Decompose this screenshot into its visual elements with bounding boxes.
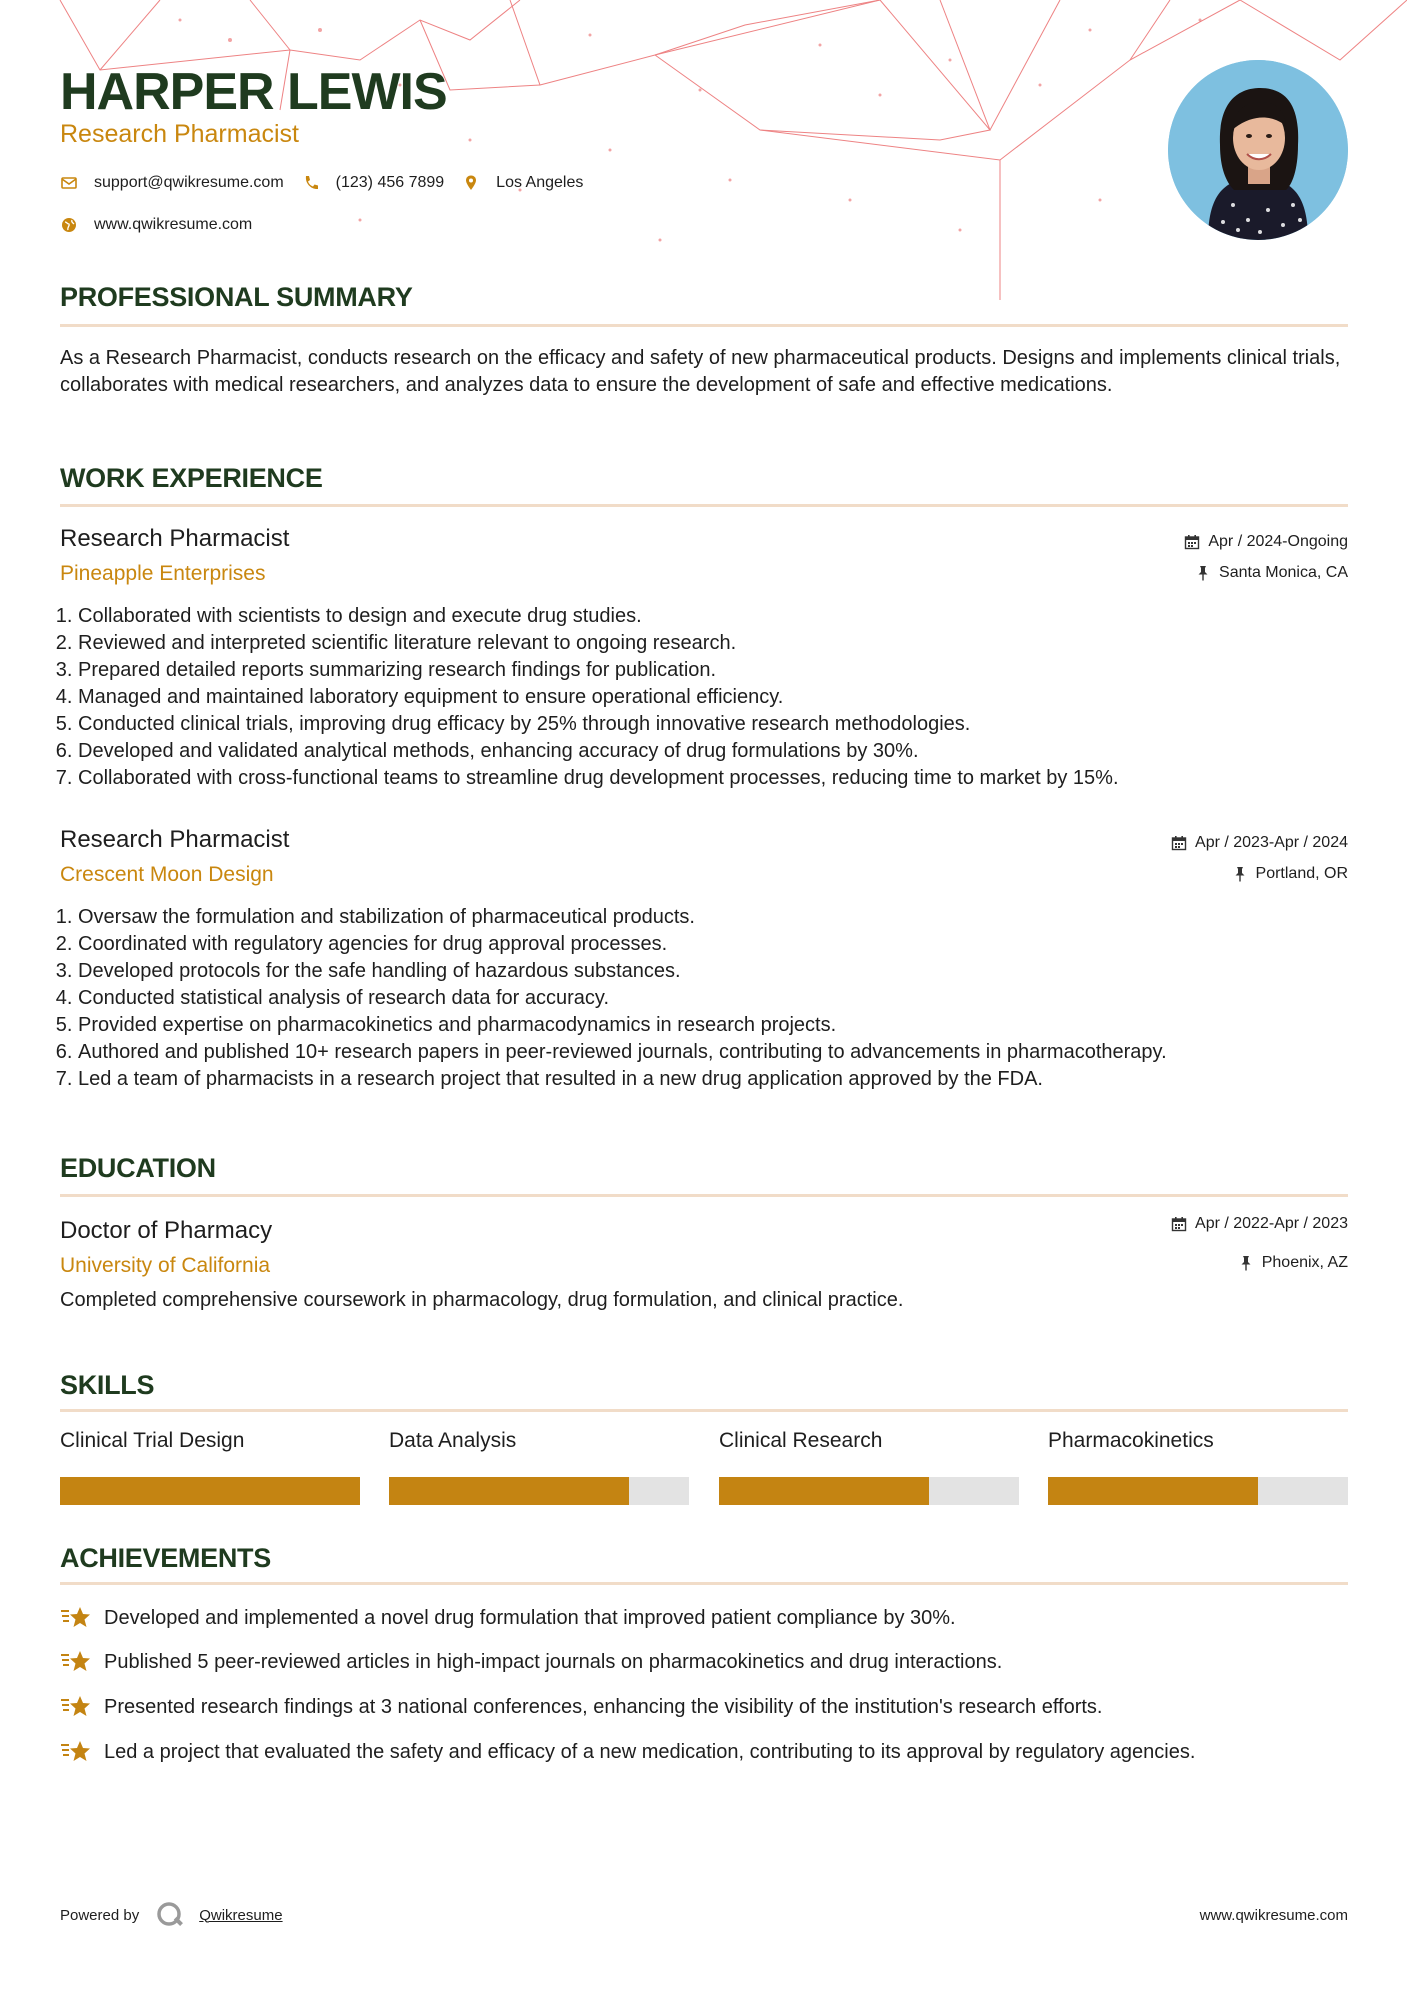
duty-item: 7. Collaborated with cross-functional teams to streamline drug development processes, reducing time to market by 15%. xyxy=(78,765,1378,792)
duty-item: 5. Conducted clinical trials, improving drug efficacy by 25% through innovative research methodologies. xyxy=(78,711,1378,738)
map-pin-icon xyxy=(462,174,480,192)
education-dates-text: Apr / 2022-Apr / 2023 xyxy=(1195,1215,1348,1232)
education-dates xyxy=(1171,1215,1348,1233)
achievement-item xyxy=(60,1693,1102,1721)
skill-bar-fill xyxy=(719,1477,929,1505)
job-2-duties xyxy=(56,904,1378,1093)
education-location-text: Phoenix, AZ xyxy=(1261,1254,1348,1271)
skills-divider xyxy=(60,1409,1348,1412)
star-icon xyxy=(60,1604,92,1632)
skill-item xyxy=(60,1429,360,1505)
star-icon xyxy=(60,1648,92,1676)
email-text: support@qwikresume.com xyxy=(94,174,284,191)
duty-item: 1. Oversaw the formulation and stabilization of pharmaceutical products. xyxy=(78,904,1378,931)
contact-row-primary xyxy=(60,174,601,192)
job-2-title: Research Pharmacist xyxy=(60,826,290,853)
duty-item: 2. Coordinated with regulatory agencies for drug approval processes. xyxy=(78,931,1378,958)
duty-item: 3. Developed protocols for the safe handling of hazardous substances. xyxy=(78,958,1378,985)
skill-bar xyxy=(60,1477,360,1505)
candidate-role: Research Pharmacist xyxy=(60,120,299,148)
calendar-icon xyxy=(1171,1216,1187,1232)
summary-text: As a Research Pharmacist, conducts research on the efficacy and safety of new pharmaceutical products. Designs and implements clinical trials, collaborates with medical researchers, and analyzes data to ensure the development of safe and effective medications. xyxy=(60,347,1341,396)
achievements-divider xyxy=(60,1582,1348,1585)
calendar-icon xyxy=(1171,835,1187,851)
experience-divider xyxy=(60,504,1348,507)
experience-heading: WORK EXPERIENCE xyxy=(60,463,323,493)
job-1-company: Pineapple Enterprises xyxy=(60,562,266,585)
duty-item: 6. Authored and published 10+ research papers in peer-reviewed journals, contributing to advancements in pharmacotherapy. xyxy=(78,1039,1378,1066)
candidate-name: HARPER LEWIS xyxy=(60,63,447,121)
skill-bar-fill xyxy=(60,1477,360,1505)
contact-website[interactable] xyxy=(60,216,252,234)
education-divider xyxy=(60,1194,1348,1197)
profile-photo xyxy=(1168,60,1348,240)
contact-email[interactable] xyxy=(60,174,284,192)
skill-bar-fill xyxy=(1048,1477,1258,1505)
skill-item xyxy=(1048,1429,1348,1505)
job-1-location-text: Santa Monica, CA xyxy=(1219,564,1348,581)
skill-item xyxy=(719,1429,1019,1505)
footer-website[interactable]: www.qwikresume.com xyxy=(1199,1907,1348,1924)
achievement-item xyxy=(60,1604,956,1632)
education-description: Completed comprehensive coursework in pharmacology, drug formulation, and clinical practice. xyxy=(60,1289,904,1311)
location-text: Los Angeles xyxy=(496,174,584,191)
duty-item: 3. Prepared detailed reports summarizing research findings for publication. xyxy=(78,657,1378,684)
skill-label: Data Analysis xyxy=(389,1429,517,1452)
skill-bar xyxy=(389,1477,689,1505)
profile-photo-illustration xyxy=(1168,60,1348,240)
pushpin-icon xyxy=(1238,1255,1254,1271)
achievement-text: Led a project that evaluated the safety and efficacy of a new medication, contributing to its approval by regulatory agencies. xyxy=(104,1740,1196,1763)
education-school: University of California xyxy=(60,1254,271,1277)
qwikresume-link[interactable]: Qwikresume xyxy=(199,1906,283,1924)
skill-item xyxy=(389,1429,689,1505)
duty-item: 5. Provided expertise on pharmacokinetics and pharmacodynamics in research projects. xyxy=(78,1012,1378,1039)
achievement-text: Presented research findings at 3 national conferences, enhancing the visibility of the institution's research efforts. xyxy=(104,1695,1103,1718)
skill-bar xyxy=(1048,1477,1348,1505)
achievement-text: Published 5 peer-reviewed articles in high-impact journals on pharmacokinetics and drug interactions. xyxy=(104,1650,1003,1673)
contact-phone[interactable] xyxy=(302,174,445,192)
contact-location xyxy=(462,174,583,192)
duty-item: 4. Conducted statistical analysis of research data for accuracy. xyxy=(78,985,1378,1012)
phone-icon xyxy=(302,174,320,192)
job-2-dates-text: Apr / 2023-Apr / 2024 xyxy=(1195,834,1348,851)
duty-item: 4. Managed and maintained laboratory equipment to ensure operational efficiency. xyxy=(78,684,1378,711)
phone-text: (123) 456 7899 xyxy=(335,174,445,191)
skill-label: Clinical Trial Design xyxy=(60,1429,245,1452)
website-text: www.qwikresume.com xyxy=(94,216,253,233)
pushpin-icon xyxy=(1232,866,1248,882)
powered-by-text: Powered by xyxy=(60,1906,140,1924)
skills-heading: SKILLS xyxy=(60,1370,155,1400)
job-2-location xyxy=(1232,865,1348,883)
education-heading: EDUCATION xyxy=(60,1153,216,1183)
job-1-dates xyxy=(1184,533,1348,551)
achievement-item xyxy=(60,1648,1002,1676)
summary-divider xyxy=(60,324,1348,327)
job-1-dates-text: Apr / 2024-Ongoing xyxy=(1208,533,1348,550)
duty-item: 2. Reviewed and interpreted scientific literature relevant to ongoing research. xyxy=(78,630,1378,657)
calendar-icon xyxy=(1184,534,1200,550)
footer-powered-by xyxy=(60,1900,283,1930)
job-2-location-text: Portland, OR xyxy=(1255,865,1348,882)
job-1-title: Research Pharmacist xyxy=(60,525,290,552)
achievements-heading: ACHIEVEMENTS xyxy=(60,1543,271,1573)
job-1-location xyxy=(1195,564,1348,582)
duty-item: 1. Collaborated with scientists to design and execute drug studies. xyxy=(78,603,1378,630)
education-degree: Doctor of Pharmacy xyxy=(60,1217,273,1244)
skill-label: Pharmacokinetics xyxy=(1048,1429,1214,1452)
pushpin-icon xyxy=(1195,565,1211,581)
skill-bar xyxy=(719,1477,1019,1505)
job-1-duties xyxy=(56,603,1378,792)
job-2-dates xyxy=(1171,834,1348,852)
qwikresume-logo-icon xyxy=(155,1900,185,1930)
summary-heading: PROFESSIONAL SUMMARY xyxy=(60,282,413,312)
star-icon xyxy=(60,1693,92,1721)
globe-icon xyxy=(60,216,78,234)
contact-row-secondary xyxy=(60,216,270,234)
skill-label: Clinical Research xyxy=(719,1429,883,1452)
skill-bar-fill xyxy=(389,1477,629,1505)
envelope-icon xyxy=(60,174,78,192)
education-location xyxy=(1238,1254,1348,1272)
achievement-item xyxy=(60,1738,1195,1766)
duty-item: 6. Developed and validated analytical methods, enhancing accuracy of drug formulations by 30%. xyxy=(78,738,1378,765)
duty-item: 7. Led a team of pharmacists in a research project that resulted in a new drug application approved by the FDA. xyxy=(78,1066,1378,1093)
job-2-company: Crescent Moon Design xyxy=(60,863,274,886)
star-icon xyxy=(60,1738,92,1766)
achievement-text: Developed and implemented a novel drug formulation that improved patient compliance by 30%. xyxy=(104,1606,956,1629)
